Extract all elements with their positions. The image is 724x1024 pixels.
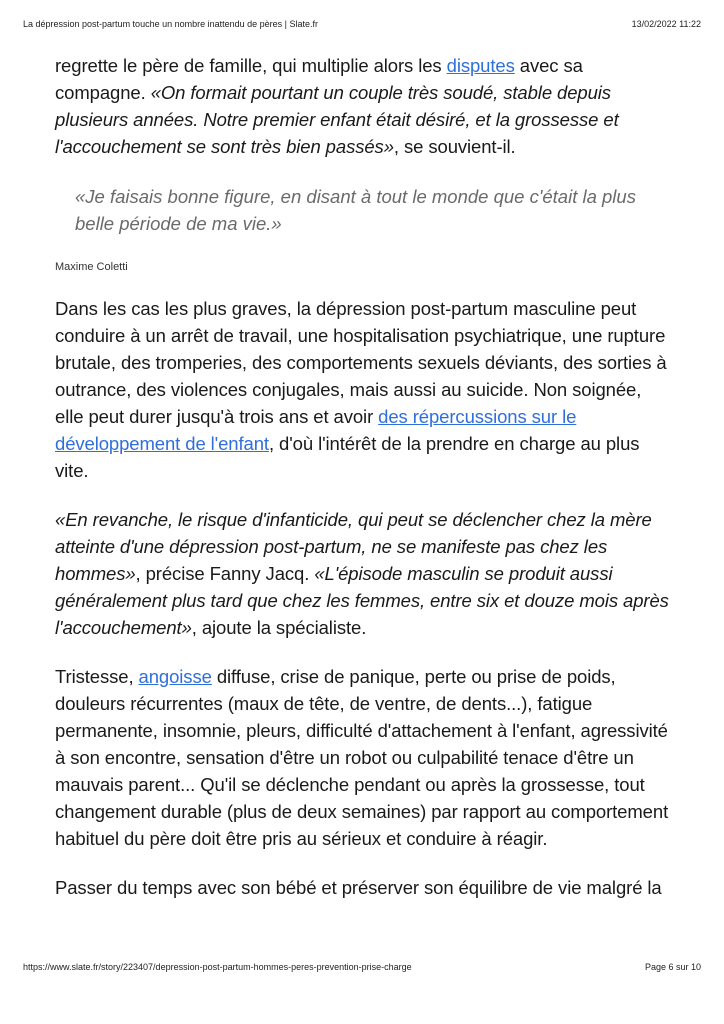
- paragraph-4-text-b: diffuse, crise de panique, perte ou prise de poids, douleurs récurrentes (maux de tête, de ventre, de dents...), fatigue permanente, insomnie, pleurs, difficulté d'attachement à l'enfant, agressivité à son encontre, sensation d'être un robot ou culpabilité tenace d'être un mauvais parent... Qu'il se déclenche pendant ou après la grossesse, tout changement durable (plus de deux semaines) par rapport au comportement habituel du père doit être pris au sérieux et conduire à réagir.: [55, 666, 669, 849]
- paragraph-5: [55, 874, 673, 901]
- paragraph-2-text-b: , d'où l'intérêt de la prendre en charge au plus vite.: [55, 433, 640, 481]
- print-footer-page: Page 6 sur 10: [644, 962, 701, 972]
- paragraph-4: [55, 663, 673, 852]
- pull-quote: «Je faisais bonne figure, en disant à tout le monde que c'était la plus belle période de ma vie.»: [75, 186, 636, 234]
- paragraph-1-text-a: regrette le père de famille, qui multiplie alors les: [55, 55, 447, 76]
- disputes-link[interactable]: disputes: [446, 55, 515, 76]
- print-footer-url: https://www.slate.fr/story/223407/depression-post-partum-hommes-peres-prevention-prise-charge: [23, 962, 412, 972]
- print-header-title: La dépression post-partum touche un nombre inattendu de pères | Slate.fr: [23, 19, 319, 29]
- paragraph-1-quote: «On formait pourtant un couple très soudé, stable depuis plusieurs années. Notre premier enfant était désiré, et la grossesse et l'accouchement se sont très bien passés»: [55, 82, 619, 157]
- paragraph-3-text-a: , précise Fanny Jacq.: [135, 563, 315, 584]
- paragraph-5-text: Passer du temps avec son bébé et préserver son équilibre de vie malgré la: [55, 877, 662, 898]
- paragraph-3: [55, 506, 673, 641]
- print-header-datetime: 13/02/2022 11:22: [631, 19, 701, 29]
- paragraph-3-quote-a: «En revanche, le risque d'infanticide, qui peut se déclencher chez la mère atteinte d'une dépression post-partum, ne se manifeste pas chez les hommes»: [55, 509, 652, 584]
- paragraph-2: [55, 295, 673, 484]
- paragraph-1-text-b: avec sa compagne.: [55, 55, 583, 103]
- paragraph-4-text-a: Tristesse,: [55, 666, 139, 687]
- article-body: [55, 52, 673, 901]
- angoisse-link[interactable]: angoisse: [138, 666, 212, 687]
- paragraph-3-text-b: , ajoute la spécialiste.: [191, 617, 367, 638]
- paragraph-1-text-c: , se souvient-il.: [393, 136, 516, 157]
- paragraph-3-quote-b: «L'épisode masculin se produit aussi généralement plus tard que chez les femmes, entre six et douze mois après l'accouchement»: [55, 563, 669, 638]
- paragraph-1: [55, 52, 673, 160]
- print-header: [23, 19, 701, 29]
- repercussions-link[interactable]: des répercussions sur le développement de l'enfant: [55, 406, 577, 454]
- print-footer: [23, 962, 701, 972]
- quote-credit: Maxime Coletti: [55, 261, 128, 273]
- paragraph-2-text-a: Dans les cas les plus graves, la dépression post-partum masculine peut conduire à un arrêt de travail, une hospitalisation psychiatrique, une rupture brutale, des tromperies, des comportements sexuels déviants, des sorties à outrance, des violences conjugales, mais aussi au suicide. Non soignée, elle peut durer jusqu'à trois ans et avoir: [55, 298, 667, 427]
